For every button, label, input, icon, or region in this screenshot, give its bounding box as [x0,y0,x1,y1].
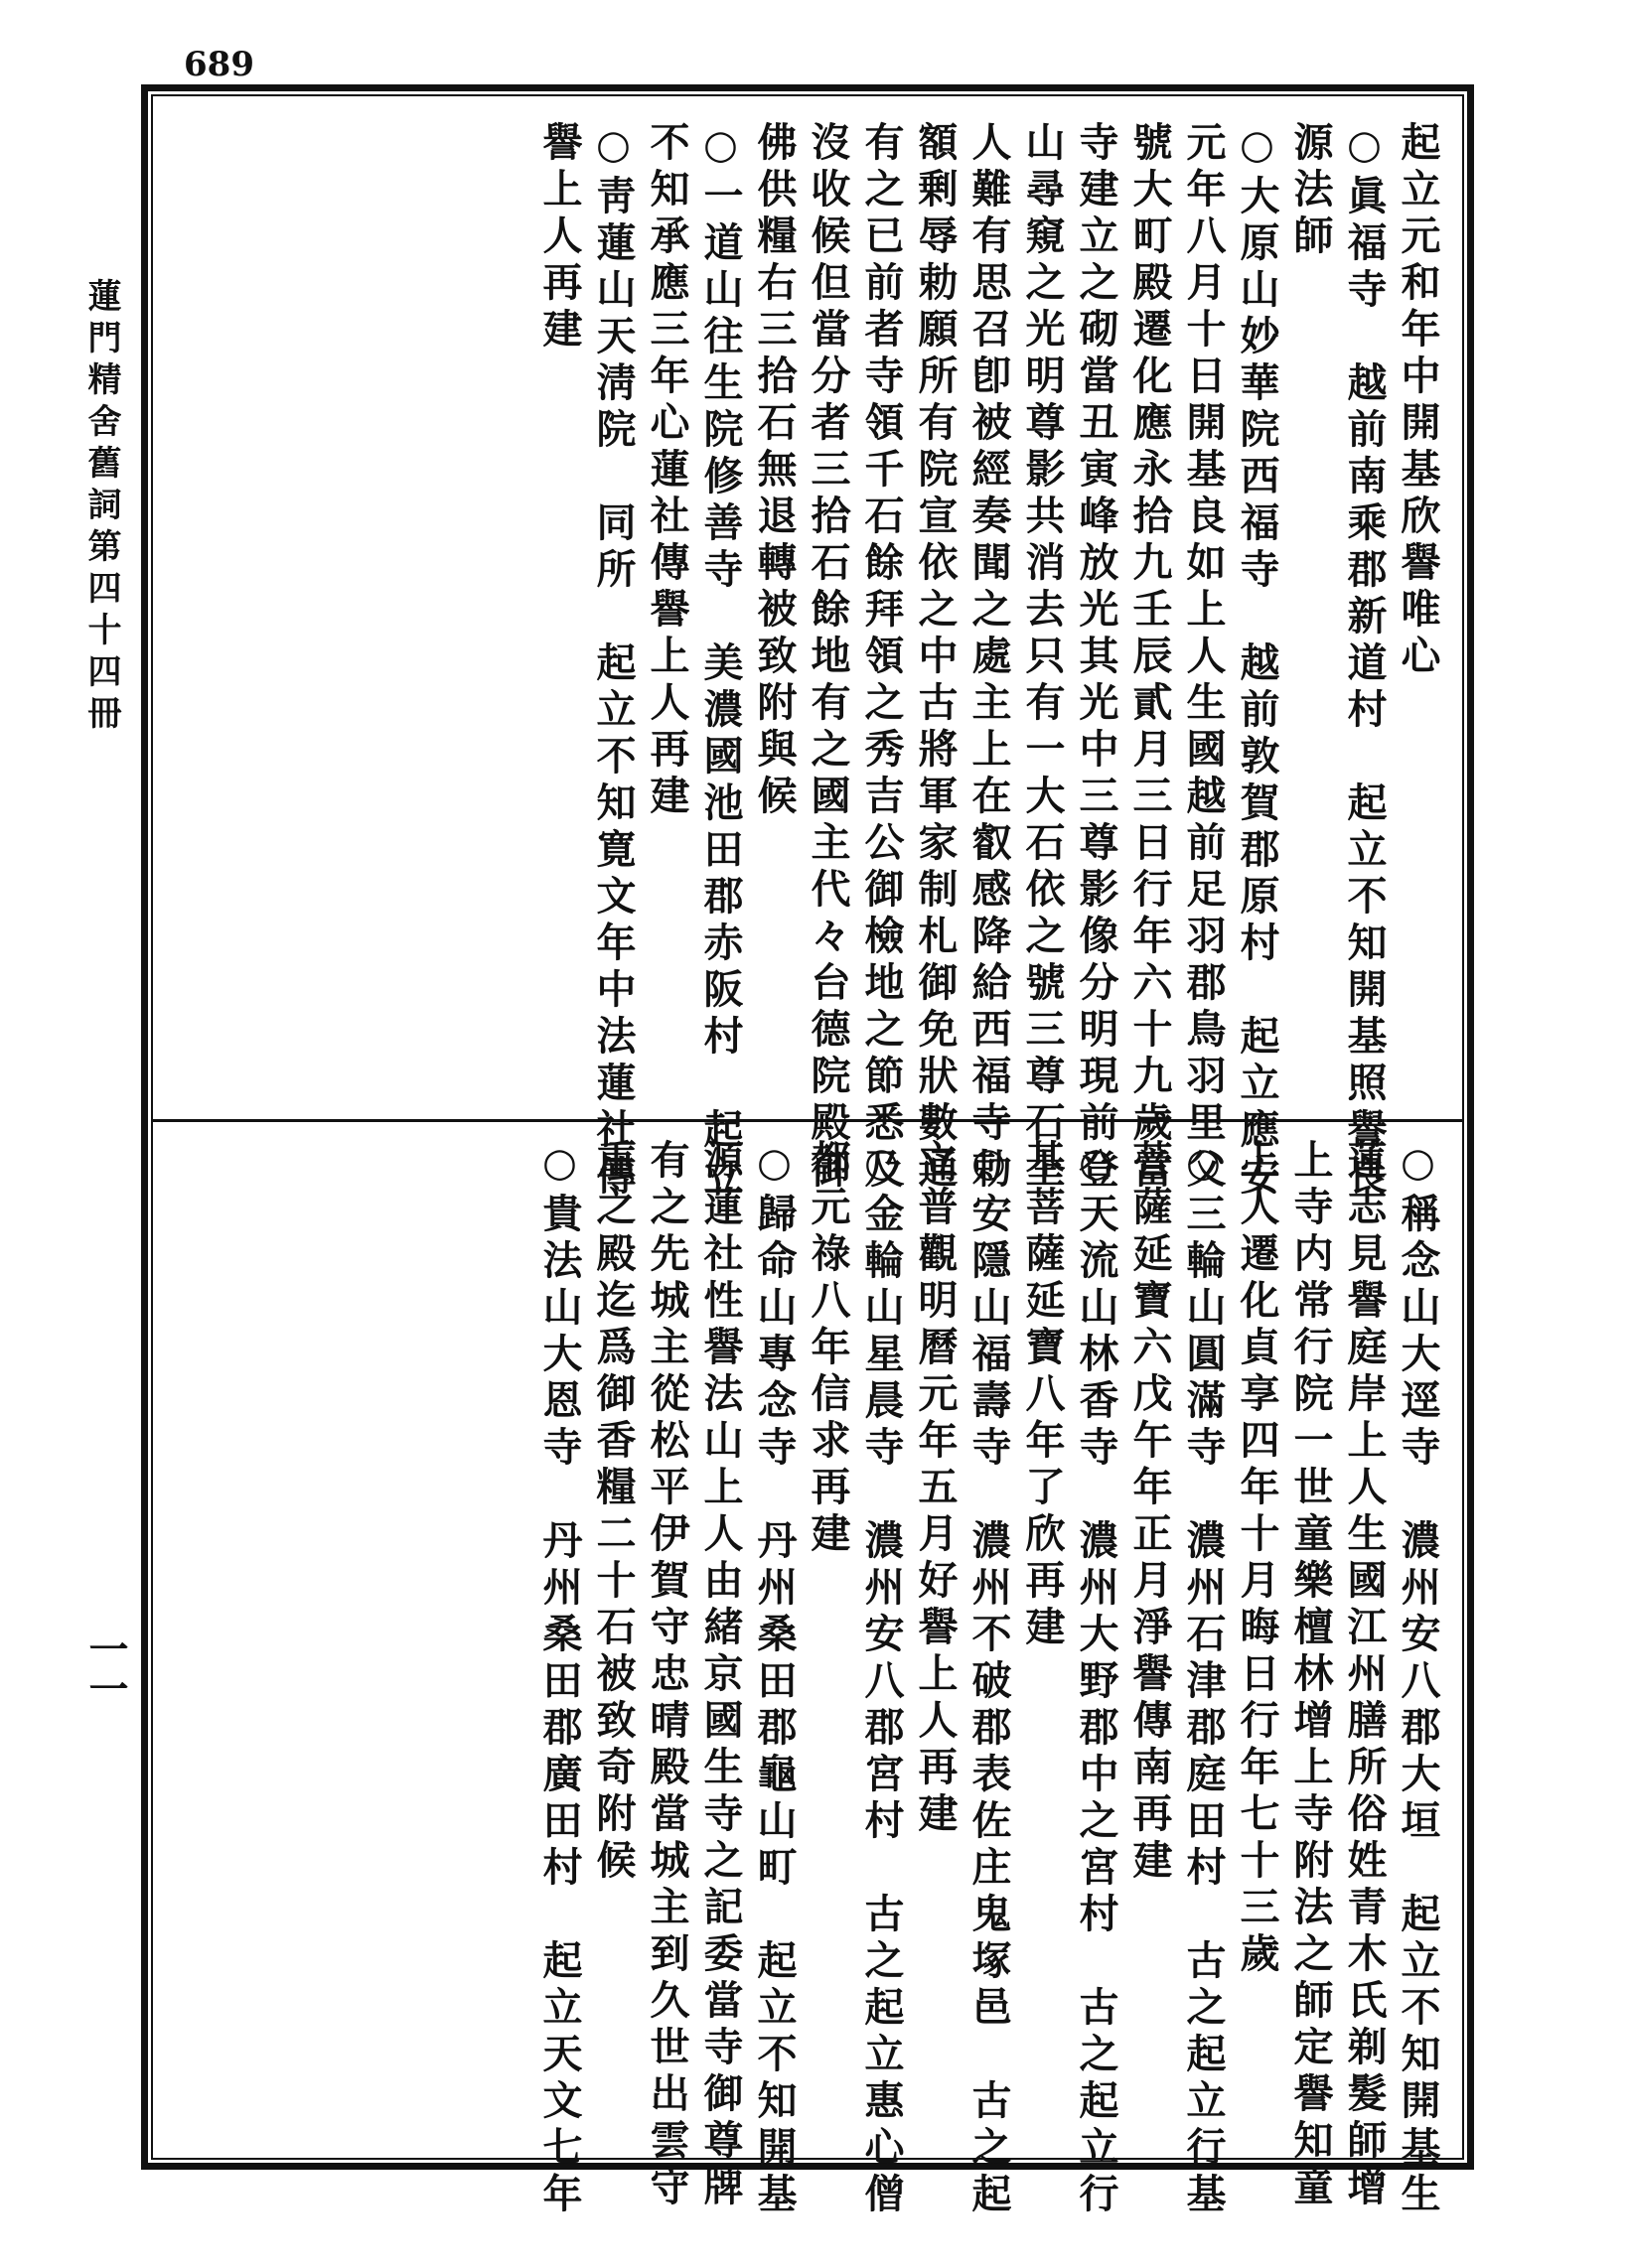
text-column: 元年八月十日開基良如上人生國越前足羽郡鳥羽里父 [1180,121,1227,1195]
text-column: ○安隱山福壽寺 濃州不破郡表佐庄鬼塚邑 古之起 [965,1139,1012,2219]
text-column: 寺建立之砌當丑寅峰放光其光中三尊影像分明現前登 [1073,121,1119,1195]
text-column: 重之殿迄爲御香糧二十石被致奇附候 [590,1139,637,1886]
text-column: 有之先城主從松平伊賀守忠晴殿當城主到久世出雲守 [644,1139,690,2212]
book-title: 蓮門精舍舊詞第四十四冊 [81,278,121,737]
text-column: ○歸命山專念寺 丹州桑田郡龜山町 起立不知開基 [751,1139,798,2219]
text-column: ○三輪山圓滿寺 濃州石津郡庭田村 古之起立行基 [1180,1139,1227,2219]
text-column: 號大町殿遷化應永拾九壬辰貳月三日行年六十九歲當 [1126,121,1173,1195]
text-column: 蓮志見譽庭岸上人生國江州膳所俗姓青木氏剃髮師增 [1341,1139,1388,2212]
text-column: 源蓮社性譽法山上人由緒京國生寺之記委當寺御尊牌 [697,1139,744,2212]
text-column: ○眞福寺 越前南乘郡新道村 起立不知開基照譽良 [1341,121,1388,1202]
text-column: 源法師 [1287,121,1334,261]
text-column: 都元祿八年信求再建 [805,1139,851,1559]
text-column: ○大原山妙華院西福寺 越前敦賀郡原村 起立應安 [1234,121,1280,1202]
text-column: 基菩薩延寶八年了欣再建 [1019,1139,1066,1652]
text-column: 額剰辱勅願所有院宣依之中古將軍家制札御免狀數通 [912,121,959,1195]
text-column: 譽上人再建 [536,121,583,354]
text-column: ○貴法山大恩寺 丹州桑田郡廣田村 起立天文七年 [536,1139,583,2219]
text-column: 上寺内常行院一世童樂檀林增上寺附法之師定譽知童 [1287,1139,1334,2212]
text-column: ○一道山往生院修善寺 美濃國池田郡赤阪村 起立 [697,121,744,1202]
text-column: ○金輪山星晨寺 濃州安八郡宮村 古之起立惠心僧 [858,1139,905,2219]
text-column: 立普觀明曆元年五月好譽上人再建 [912,1139,959,1839]
folio-number: 一一 [82,1629,129,1708]
text-column: 山尋窺之光明尊影共消去只有一大石依之號三尊石上 [1019,121,1066,1195]
text-column: 起立元和年中開基欣譽唯心 [1395,121,1441,681]
text-column: 不知承應三年心蓮社傳譽上人再建 [644,121,690,821]
text-column: ○天流山林香寺 濃州大野郡中之宮村 古之起立行 [1073,1139,1119,2219]
text-column: 上人遷化貞享四年十月晦日行年七十三歲 [1234,1139,1280,1979]
text-column: 沒收候但當分者三拾石餘地有之國主代々台德院殿御 [805,121,851,1195]
text-column: 有之已前者寺領千石餘拜領之秀吉公御檢地之節悉及 [858,121,905,1195]
text-column: 菩薩延寶六戊午年正月淨譽傳南再建 [1126,1139,1173,1886]
text-column: 人難有思召卽被經奏聞之處主上在叡感降給西福寺勅 [965,121,1012,1195]
text-column: ○稱念山大逕寺 濃州安八郡大垣 起立不知開基生 [1395,1139,1441,2219]
text-column: 佛供糧右三拾石無退轉被致附與候 [751,121,798,821]
page-number: 689 [184,45,254,84]
text-column: ○靑蓮山天淸院 同所 起立不知寛文年中法蓮社傳 [590,121,637,1202]
